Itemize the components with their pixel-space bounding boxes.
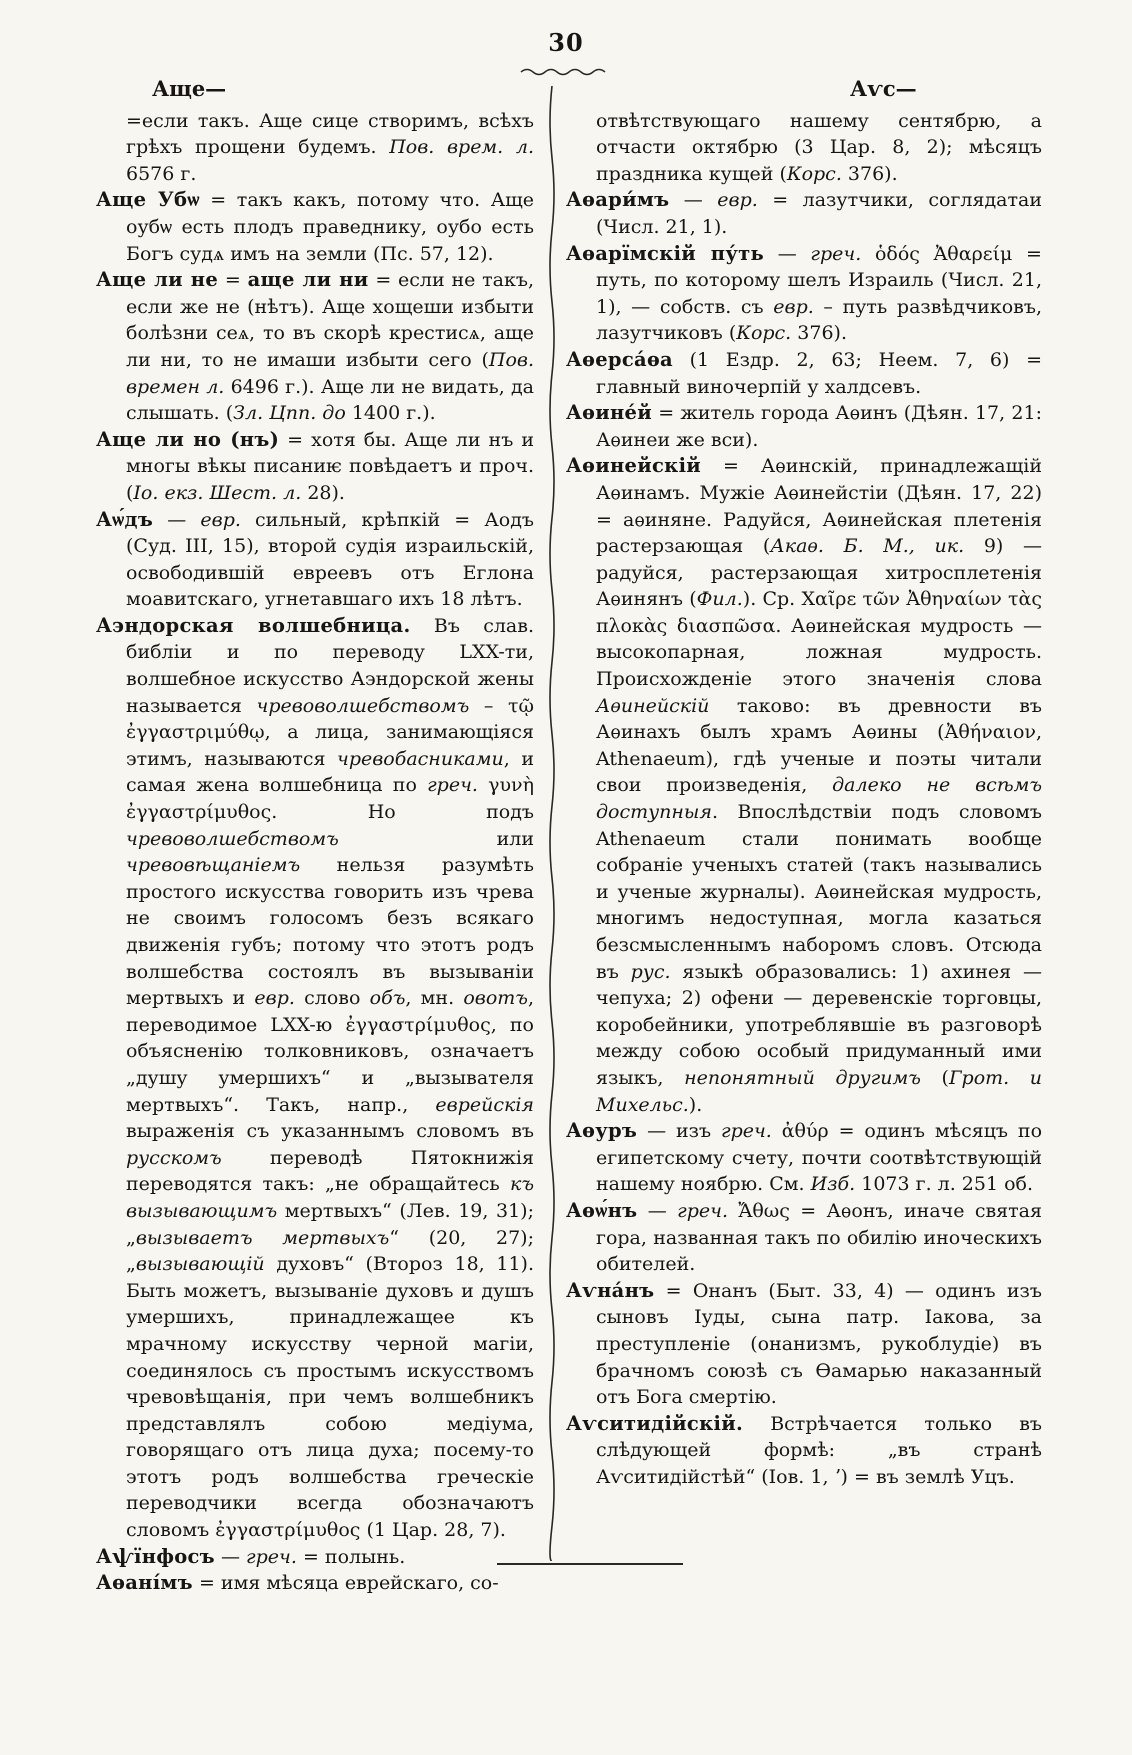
citation-text: Акаѳ. Б. М., ик. bbox=[770, 535, 965, 558]
entry-text: ὁδός Ἀθαρείμ = путь, по которому шелъ Израиль (Числ. 21, 1), — собств. съ bbox=[596, 242, 1042, 318]
entry-text: 6576 г. bbox=[126, 162, 197, 185]
entry-text: (1 Ездр. 2, 63; Неем. 7, 6) = главный виночерпій у халдсевъ. bbox=[596, 348, 1042, 398]
dictionary-entry bbox=[566, 1278, 1042, 1411]
entry-text: — bbox=[214, 1545, 247, 1568]
entry-text: Въ слав. библіи и по переводу LXX-ти, волшебное искусство Аэндорской жены называется bbox=[126, 614, 534, 717]
left-column bbox=[96, 76, 534, 1597]
entry-text: “ (20, 27); „ bbox=[126, 1226, 534, 1276]
citation-text: непонятный другимъ bbox=[684, 1066, 921, 1089]
dictionary-entry bbox=[96, 427, 534, 507]
entry-text: — изъ bbox=[637, 1120, 721, 1143]
citation-text: Пов. времен л. bbox=[126, 348, 534, 398]
column-separator-rule bbox=[547, 86, 557, 1565]
citation-text: греч. bbox=[427, 774, 478, 797]
headword: Аще ли не bbox=[96, 268, 219, 292]
dictionary-entry bbox=[566, 187, 1042, 240]
citation-text: русскомъ bbox=[126, 1146, 222, 1169]
headword: Аѳинейскій bbox=[566, 454, 702, 478]
headword: Аѳані́мъ bbox=[96, 1571, 193, 1595]
entry-text: 376). bbox=[841, 162, 898, 185]
citation-text: далеко не всѣмъ доступныя bbox=[596, 774, 1042, 824]
entry-text: ἀθύρ = одинъ мѣсяцъ по египетскому счету, почти соотвѣтствующій нашему ноябрю. См. bbox=[596, 1120, 1043, 1196]
entry-text: или bbox=[338, 827, 534, 850]
citation-text: чревобасниками bbox=[337, 747, 504, 770]
citation-text: евр. bbox=[773, 295, 814, 318]
dictionary-entry bbox=[96, 613, 534, 1544]
headword: Аще Убѡ bbox=[96, 188, 200, 212]
right-column-guide-word: Аѵс— bbox=[850, 76, 917, 101]
entry-text: = Онанъ (Быт. 33, 4) — одинъ изъ сыновъ Іуды, сына патр. Іакова, за преступленіе (онанизмъ, рукоблудіе) въ брачномъ союзѣ съ Ѳамарью наказанный отъ Бога смертію. bbox=[596, 1279, 1042, 1409]
entry-text: переводѣ Пятокнижія переводятся такъ: „не обращайтесь bbox=[126, 1146, 534, 1196]
dictionary-entry bbox=[566, 241, 1042, 347]
dictionary-entry bbox=[96, 1570, 534, 1597]
entry-text: γυνὴ ἐγγαστρίμυθος. Но подъ bbox=[126, 774, 534, 824]
left-column-guide-word: Аще— bbox=[152, 76, 227, 101]
entry-text: Встрѣчается только въ слѣдующей формѣ: „въ странѣ Аѵситидійстѣй“ (Іов. 1, ʼ) = въ землѣ Уцъ. bbox=[596, 1412, 1042, 1488]
citation-text: къ вызывающимъ bbox=[126, 1173, 534, 1222]
entry-text: = bbox=[218, 269, 248, 292]
citation-text: Іо. екз. Шест. л. bbox=[133, 481, 302, 504]
headword: Аѳарїмскій пу́ть bbox=[566, 241, 765, 265]
dictionary-entry bbox=[566, 1411, 1042, 1491]
citation-text: Аѳинейскій bbox=[596, 694, 710, 717]
entry-text: 28). bbox=[301, 481, 345, 504]
entry-text: = имя мѣсяца еврейскаго, со- bbox=[192, 1572, 499, 1595]
citation-text: греч. bbox=[720, 1120, 772, 1143]
entry-text: выраженія съ указаннымъ словомъ въ bbox=[126, 1120, 534, 1143]
citation-text: объ bbox=[369, 987, 406, 1010]
entry-text: , и самая жена волшебница по bbox=[126, 747, 534, 797]
entry-text: = житель города Аѳинъ (Дѣян. 17, 21: Аѳинеи же вси). bbox=[596, 402, 1042, 451]
citation-text: Корс. bbox=[736, 322, 792, 345]
entry-text: = Аѳинскій, принадлежащій Аѳинамъ. Мужіе Аѳинейстіи (Дѣян. 17, 22) = аѳиняне. Радуйся, Аѳинейская плетенія растерзающая ( bbox=[596, 455, 1042, 558]
citation-text: евр. bbox=[254, 987, 295, 1010]
entry-text: = полынь. bbox=[296, 1545, 406, 1568]
entry-text: ). bbox=[688, 1093, 703, 1116]
entry-text: . Впослѣдствіи подъ словомъ Athenaeum стали понимать вообще собраніе ученыхъ статей (такъ назывались и ученые журналы). Аѳинейская мудрость, многимъ недоступная, могла казаться безсмысленнымъ наборомъ словъ. Отсюда въ bbox=[596, 801, 1042, 983]
dictionary-entry bbox=[96, 187, 534, 267]
entry-text: ( bbox=[920, 1066, 949, 1089]
citation-text: греч. bbox=[810, 242, 862, 265]
dictionary-entry bbox=[96, 1544, 534, 1571]
citation-text: вызываетъ мертвыхъ bbox=[135, 1226, 390, 1249]
citation-text: рус. bbox=[630, 960, 671, 983]
dictionary-entry bbox=[96, 108, 534, 188]
entry-text: — bbox=[669, 189, 718, 212]
entry-text: Ἄθως = Аѳонъ, иначе святая гора, названная такъ по обилію иноческихъ обителей. bbox=[596, 1199, 1042, 1276]
headword: Аѳѡ́нъ bbox=[566, 1198, 638, 1222]
citation-text: Корс. bbox=[786, 162, 842, 185]
citation-text: Пов. врем. л. bbox=[389, 136, 534, 159]
citation-text: Зл. Цпп. до bbox=[233, 402, 346, 425]
entry-text: = такъ какъ, потому что. Аще оубѡ есть плодъ праведнику, оубо есть Богъ судѧ имъ на земли (Пс. 57, 12). bbox=[126, 189, 534, 265]
entry-text: = если не такъ, если же не (нѣтъ). Аще хощеши избыти болѣзни сеѧ, то въ скорѣ крестисѧ, аще ли ни, то не имаши избыти сего ( bbox=[126, 269, 535, 371]
entry-text: 376). bbox=[791, 322, 847, 345]
dictionary-entry bbox=[566, 108, 1042, 188]
entry-text: — bbox=[637, 1199, 678, 1222]
headword: Аѵситидійскій. bbox=[566, 1411, 744, 1435]
headword: Аѳине́й bbox=[566, 401, 653, 425]
citation-text: Фил. bbox=[696, 588, 743, 611]
dictionary-entry bbox=[566, 1198, 1042, 1278]
headword: аще ли ни bbox=[247, 268, 369, 292]
entry-text: ). Ср. Χαῖρε τῶν Ἀθηναίων τὰς πλοκὰς διασπῶσα. Аѳинейская мудрость — высокопарная, ложная мудрость. Происхожденіе этого значенія слова bbox=[596, 588, 1043, 691]
citation-text: еврейскія bbox=[435, 1093, 534, 1116]
headword: Аще ли но (нъ) bbox=[96, 427, 280, 451]
entry-text: таково: въ древности въ Аѳинахъ былъ храмъ Аѳины (Ἀθήναιον, Athenaeum), гдѣ ученые и поэты читали свои произведенія, bbox=[596, 694, 1042, 797]
citation-text: Изб. bbox=[810, 1173, 856, 1196]
dictionary-entry bbox=[566, 453, 1042, 1118]
dictionary-entry bbox=[566, 347, 1042, 400]
entry-text: мертвыхъ“ (Лев. 19, 31); „ bbox=[126, 1199, 534, 1249]
citation-text: греч. bbox=[246, 1545, 297, 1568]
entry-text: – τῷ ἐγγαστριμύθῳ, а лица, занимающіяся этимъ, называются bbox=[126, 694, 534, 770]
right-column bbox=[566, 76, 1042, 1490]
entry-text: = хотя бы. Аще ли нъ и многы вѣкы писаниѥ повѣдаетъ и проч. ( bbox=[126, 428, 534, 504]
footer-rule bbox=[497, 1563, 683, 1565]
citation-text: греч. bbox=[677, 1199, 729, 1222]
entry-text: – путь развѣдчиковъ, лазутчиковъ ( bbox=[596, 295, 1042, 345]
entry-text: нельзя разумѣть простого искусства говорить изъ чрева не своимъ голосомъ безъ всякаго движенія губъ; потому что этотъ родъ волшебства состоялъ въ вызываніи мертвыхъ и bbox=[126, 854, 534, 1010]
entry-text: — bbox=[764, 242, 811, 265]
citation-text: чревоволшебствомъ bbox=[126, 827, 339, 850]
citation-text: овотъ bbox=[463, 987, 528, 1010]
entry-text: отвѣтствующаго нашему сентябрю, а отчасти октябрю (3 Цар. 8, 2); мѣсяцъ праздника кущей ( bbox=[596, 109, 1042, 185]
citation-text: евр. bbox=[200, 508, 241, 531]
headword: Аѵна́нъ bbox=[566, 1278, 655, 1302]
citation-text: Грот. и Михельс. bbox=[596, 1066, 1043, 1116]
entry-text: сильный, крѣпкій = Аодъ (Суд. III, 15), второй судія израильскій, освободившій евреевъ отъ Еглона моавитскаго, угнетавшаго ихъ 18 лѣтъ. bbox=[126, 508, 534, 611]
headword: Аѳерса́ѳа bbox=[566, 347, 673, 371]
entry-text: 6496 г.). Аще ли не видать, да слышать. ( bbox=[126, 375, 534, 425]
headword: Аѱїнфосъ bbox=[96, 1544, 215, 1568]
dictionary-entry bbox=[566, 400, 1042, 453]
headword: Аѳари́мъ bbox=[566, 188, 670, 212]
dictionary-entry bbox=[96, 507, 534, 613]
entry-text: , мн. bbox=[405, 987, 464, 1010]
headword: Аѡ́дъ bbox=[96, 507, 154, 531]
entry-text: = лазутчики, соглядатаи (Числ. 21, 1). bbox=[596, 189, 1042, 238]
entry-text: — bbox=[153, 508, 201, 531]
entry-text: духовъ“ (Второз 18, 11). Быть можетъ, вызываніе духовъ и душъ умершихъ, принадлежащее къ мрачному искусству черной магіи, соединялось съ простымъ искусствомъ чревовѣщанія, при чемъ волшебникъ представлялъ собою медіума, говорящаго отъ лица духа; посему-то этотъ родъ волшебства греческіе переводчики всегда обозначаютъ словомъ ἐγγαστρίμυθος (1 Цар. 28, 7). bbox=[126, 1253, 534, 1542]
entry-text: , переводимое LXX-ю ἐγγαστρίμυθος, по объясненію толковниковъ, означаетъ „душу умершихъ“ и „вызывателя мертвыхъ“. Такъ, напр., bbox=[126, 987, 535, 1116]
entry-text: =если такъ. Аще сице створимъ, всѣхъ грѣхъ прощени будемъ. bbox=[126, 109, 534, 159]
entry-text: 1073 г. л. 251 об. bbox=[855, 1173, 1034, 1196]
citation-text: чревоволшебствомъ bbox=[256, 694, 470, 717]
page-number: 30 bbox=[548, 28, 584, 57]
headword: Аэндорская волшебница. bbox=[96, 613, 411, 637]
headword: Аѳуръ bbox=[566, 1119, 638, 1143]
citation-text: вызывающій bbox=[135, 1253, 265, 1276]
entry-text: языкѣ образовались: 1) ахинея — чепуха; 2) офени — деревенскіе торговцы, коробейники, употреблявшіе въ разговорѣ между собою особый придуманный ими языкъ, bbox=[596, 960, 1042, 1089]
dictionary-entry bbox=[96, 267, 534, 427]
citation-text: евр. bbox=[717, 189, 758, 212]
dictionary-entry bbox=[566, 1118, 1042, 1198]
entry-text: 1400 г.). bbox=[345, 402, 436, 425]
entry-text: слово bbox=[294, 987, 370, 1010]
entry-text: 9) — радуйся, растерзающая хитросплетенія Аѳинянъ ( bbox=[596, 535, 1042, 611]
citation-text: чревовѣщаніемъ bbox=[126, 854, 301, 877]
